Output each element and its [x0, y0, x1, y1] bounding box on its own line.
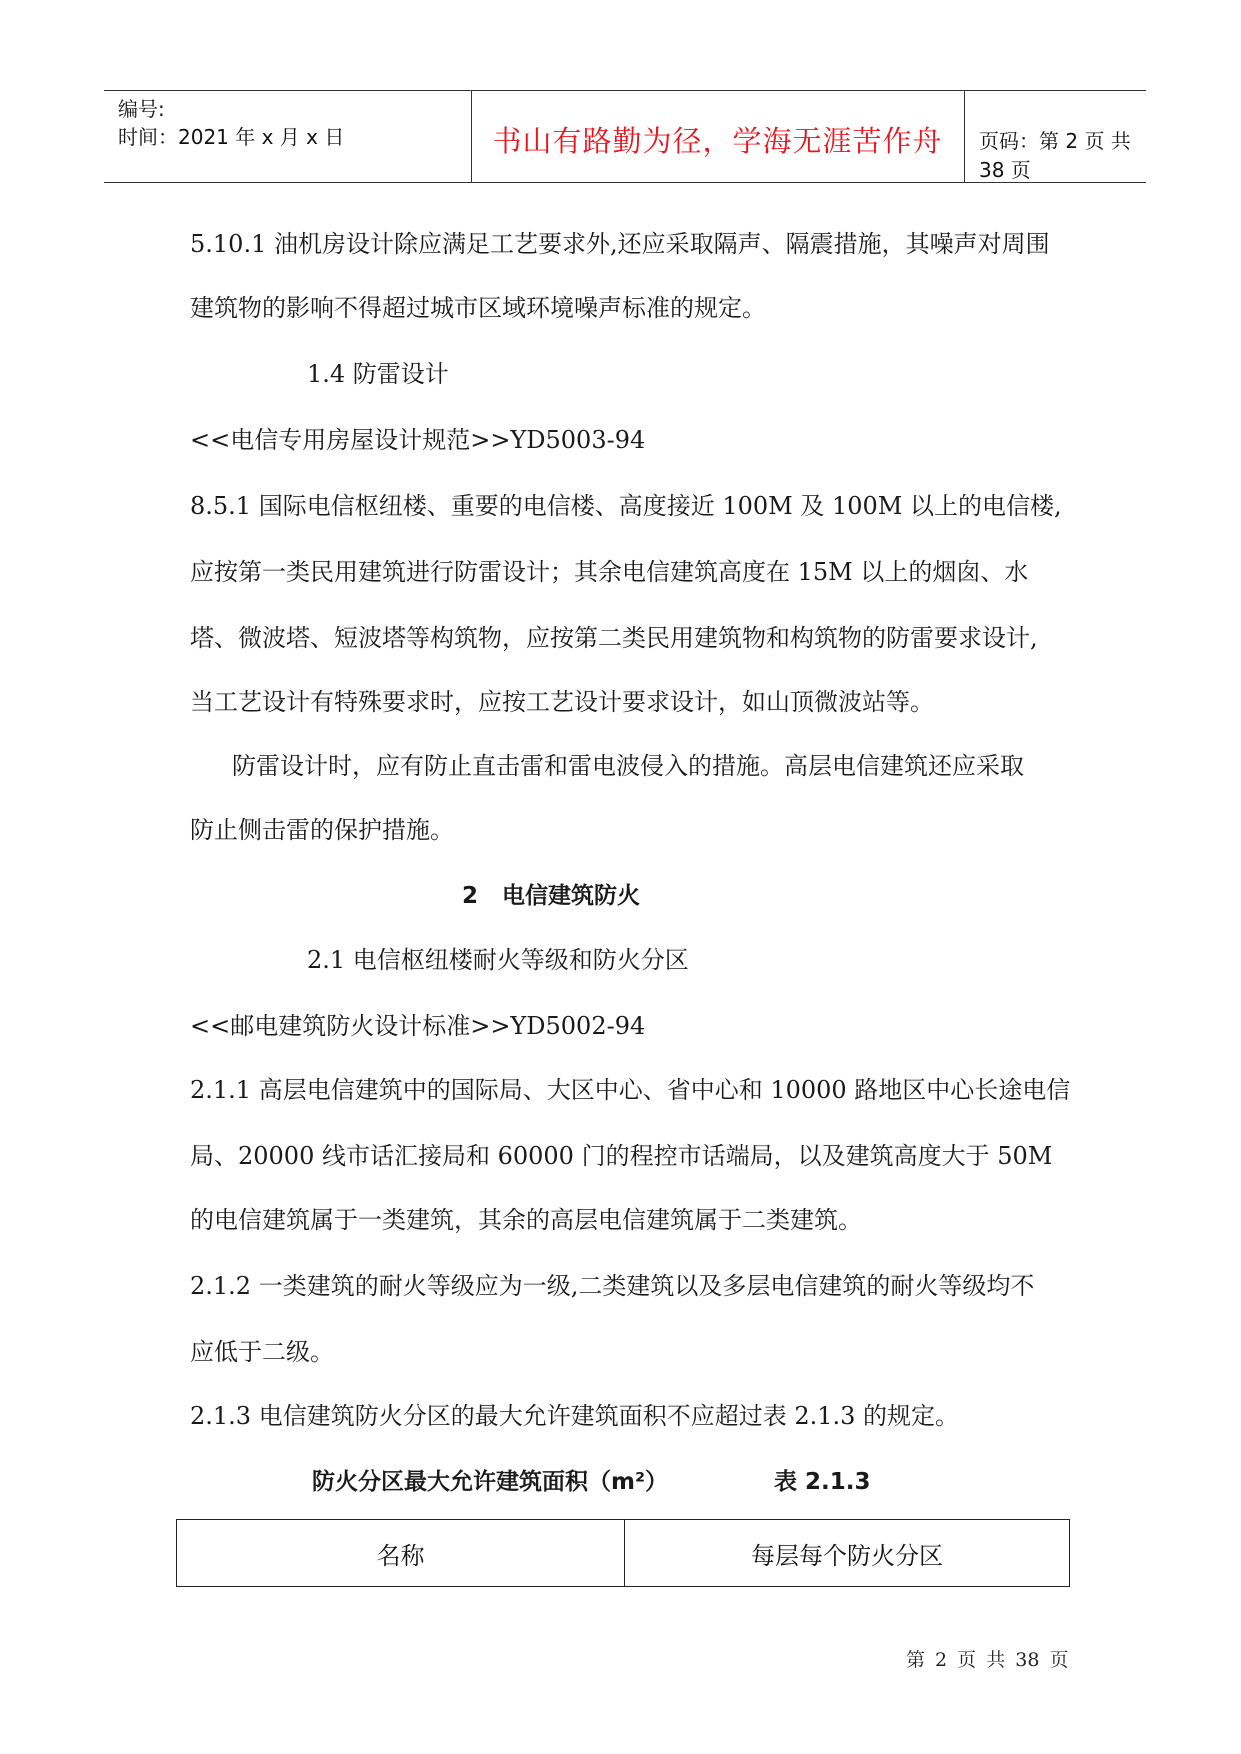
table-header-cell: 每层每个防火分区	[625, 1520, 1070, 1587]
header-meta	[118, 95, 458, 151]
paragraph-line: 建筑物的影响不得超过城市区域环境噪声标准的规定。	[190, 294, 766, 322]
document-time-label: 时间：2021 年 x 月 x 日	[118, 125, 345, 149]
paragraph-line: 防雷设计时，应有防止直击雷和雷电波侵入的措施。高层电信建筑还应采取	[232, 752, 1024, 780]
paragraph-line: 塔、微波塔、短波塔等构筑物，应按第二类民用建筑物和构筑物的防雷要求设计,	[190, 624, 1038, 652]
paragraph-line: 应低于二级。	[190, 1338, 334, 1366]
paragraph-line: 2.1.3 电信建筑防火分区的最大允许建筑面积不应超过表 2.1.3 的规定。	[190, 1402, 960, 1430]
header-divider	[964, 91, 965, 182]
paragraph-line: 5.10.1 油机房设计除应满足工艺要求外,还应采取隔声、隔震措施，其噪声对周围	[190, 230, 1050, 258]
paragraph-line: 2.1.2 一类建筑的耐火等级应为一级,二类建筑以及多层电信建筑的耐火等级均不	[190, 1272, 1035, 1300]
section-heading-2-1: 2.1 电信枢纽楼耐火等级和防火分区	[307, 946, 689, 974]
section-heading-1-4: 1.4 防雷设计	[307, 360, 449, 388]
paragraph-line: 的电信建筑属于一类建筑，其余的高层电信建筑属于二类建筑。	[190, 1206, 862, 1234]
header-motto: 书山有路勤为径，学海无涯苦作舟	[492, 124, 943, 158]
paragraph-line: 局、20000 线市话汇接局和 60000 门的程控市话端局，以及建筑高度大于 50M	[190, 1142, 1053, 1170]
paragraph-line: 当工艺设计有特殊要求时，应按工艺设计要求设计，如山顶微波站等。	[190, 688, 934, 716]
table-row	[177, 1520, 1070, 1587]
table-header-cell: 名称	[177, 1520, 625, 1587]
header-page-number: 页码：第 2 页 共 38 页	[979, 129, 1131, 182]
table-number: 表 2.1.3	[774, 1469, 871, 1495]
paragraph-line: 2.1.1 高层电信建筑中的国际局、大区中心、省中心和 10000 路地区中心长途电信	[190, 1076, 1071, 1104]
chapter-heading: 2 电信建筑防火	[462, 883, 641, 909]
paragraph-line: 应按第一类民用建筑进行防雷设计；其余电信建筑高度在 15M 以上的烟囱、水	[190, 558, 1029, 586]
table-caption: 防火分区最大允许建筑面积（m²）	[312, 1469, 669, 1495]
reference-line: <<邮电建筑防火设计标准>>YD5002-94	[190, 1012, 646, 1040]
fire-zone-table	[176, 1519, 1070, 1587]
reference-line: <<电信专用房屋设计规范>>YD5003-94	[190, 426, 646, 454]
page-header	[104, 90, 1146, 183]
document-number-label: 编号:	[118, 97, 165, 121]
paragraph-line: 8.5.1 国际电信枢纽楼、重要的电信楼、高度接近 100M 及 100M 以上的电信楼,	[190, 492, 1062, 520]
paragraph-line: 防止侧击雷的保护措施。	[190, 816, 454, 844]
page-footer: 第 2 页 共 38 页	[906, 1649, 1069, 1671]
